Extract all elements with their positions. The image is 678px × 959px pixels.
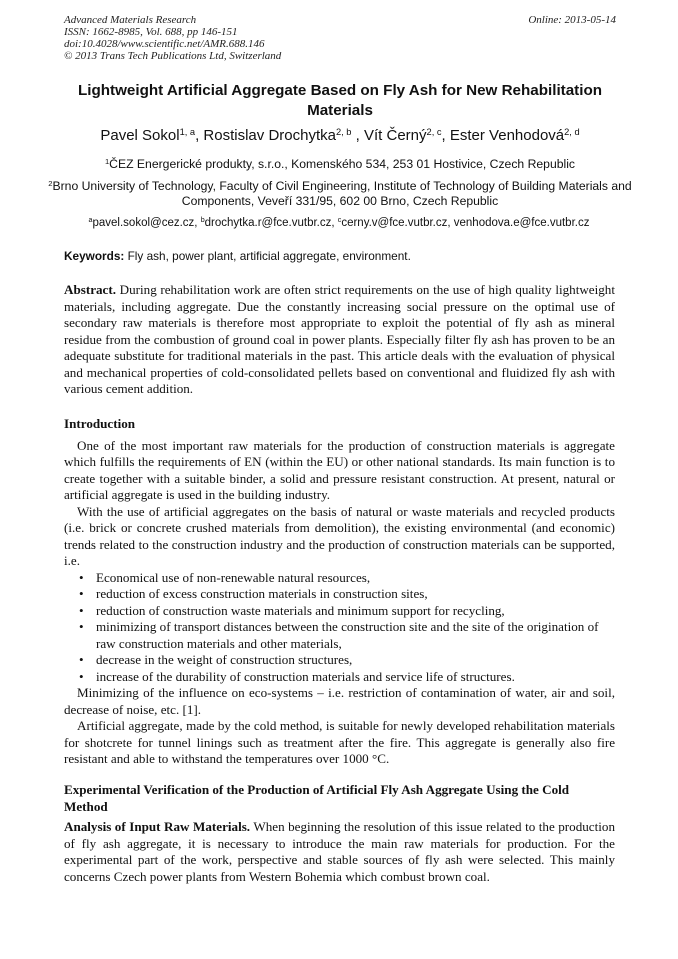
paragraph: With the use of artificial aggregates on the basis of natural or waste materials and recycled products (i.e. brick or concrete crushed materials from demolition), the existing environmental (and economic) trends related to the construction industry and the production of construction materials can be supported, i.e.: [64, 503, 615, 568]
experimental-section: [64, 782, 615, 885]
affiliation-1: [40, 157, 640, 172]
author-name: Ester Venhodová: [449, 127, 565, 144]
introduction-section: [64, 416, 615, 768]
list-item-text: decrease in the weight of construction structures,: [96, 652, 353, 667]
list-item: [77, 603, 615, 620]
bullet-glyph: •: [79, 602, 84, 618]
email-link[interactable]: cerny.v@fce.vutbr.cz, venhodova.e@fce.vutbr.cz: [341, 217, 590, 229]
keywords: [64, 249, 616, 263]
online-date: Online: 2013-05-14: [528, 14, 616, 26]
list-item: [77, 652, 615, 669]
email-list: [30, 216, 648, 230]
author-name: Pavel Sokol: [100, 127, 180, 144]
affiliation-sup: 2: [48, 178, 53, 188]
email-link[interactable]: pavel.sokol@cez.cz,: [92, 217, 201, 229]
email-sup: b: [200, 216, 205, 225]
bullet-glyph: •: [79, 619, 84, 634]
keywords-text: Fly ash, power plant, artificial aggregate, environment.: [124, 249, 411, 263]
author-sup: 1, a: [179, 126, 196, 137]
paragraph: One of the most important raw materials for the production of construction materials is aggregate which fulfills the requirements of EN (within the EU) or other national standards. Its main function is to create together with a suitable binder, a solid and pressure resistant construction. At present, natural or artificial aggregate is used in the building industry.: [64, 437, 615, 502]
abstract-text: During rehabilitation work are often strict requirements on the use of high quality lightweight materials, including aggregate. Due the constantly increasing social pressure on the optimal use of secondary raw materials is therefore most appropriate to exploit the potential of fly ash as mineral residue from the combustion of ground coal in power plants. Especially filter fly ash has proven to be an adequate substitute for traditional materials in the past. This article deals with the evaluation of physical and mechanical properties of cold-consolidated pellets based on conventional and fluidized fly ash with various cement addition.: [64, 282, 615, 396]
abstract: [64, 282, 615, 398]
section-heading: Experimental Verification of the Production of Artificial Fly Ash Aggregate Using the Cold Method: [64, 782, 570, 814]
affiliation-2: [40, 179, 640, 209]
issn-line: ISSN: 1662-8985, Vol. 688, pp 146-151: [64, 26, 238, 38]
paragraph: Minimizing of the influence on eco-systems – i.e. restriction of contamination of water, air and soil, decrease of noise, etc. [1].: [64, 685, 615, 717]
author-sup: 2, c: [426, 126, 442, 137]
doi-line[interactable]: doi:10.4028/www.scientific.net/AMR.688.146: [64, 38, 265, 50]
list-item: [77, 586, 615, 603]
journal-header: [64, 14, 616, 62]
affiliation-sup: 1: [104, 156, 110, 166]
author-sup: 2, d: [564, 126, 580, 137]
bullet-glyph: •: [79, 569, 84, 585]
subsection-label: Analysis of Input Raw Materials.: [64, 819, 251, 834]
author-name: Rostislav Drochytka: [203, 127, 336, 144]
email-sup: a: [88, 216, 93, 225]
bullet-glyph: •: [79, 668, 84, 684]
section-heading: Introduction: [64, 416, 136, 431]
author-list: Pavel Sokol$^{1, a}$, Rostislav Drochytka$^{2, b}$ , Vít Černý$^{2, c}$, Ester Venhodová$^{2, d}$: [100, 126, 580, 144]
affiliation-text: ČEZ Energerické produkty, s.r.o., Komenského 534, 253 01 Hostivice, Czech Republic: [109, 157, 576, 171]
list-item: [77, 619, 615, 652]
list-item-text: minimizing of transport distances between the construction site and the site of the origination of raw construction materials and other materials,: [96, 619, 599, 651]
abstract-label: Abstract.: [64, 282, 116, 297]
email-sup: c: [337, 216, 342, 225]
bullet-glyph: •: [79, 652, 84, 667]
affiliation-text: Brno University of Technology, Faculty of Civil Engineering, Institute of Technology of Building Materials and Components, Veveří 331/95, 602 00 Brno, Czech Republic: [52, 179, 632, 208]
list-item-text: reduction of construction waste materials and minimum support for recycling,: [96, 602, 505, 618]
list-item-text: Economical use of non-renewable natural resources,: [96, 569, 371, 585]
author-name: Vít Černý: [364, 127, 427, 144]
list-item-text: increase of the durability of construction materials and service life of structures.: [96, 668, 515, 684]
paper-title: Lightweight Artificial Aggregate Based on Fly Ash for New Rehabilitation Materials: [77, 82, 602, 119]
list-item-text: reduction of excess construction materials in construction sites,: [96, 586, 428, 601]
keywords-label: Keywords:: [64, 249, 125, 263]
paragraph: Artificial aggregate, made by the cold method, is suitable for newly developed rehabilitation materials for shotcrete for tunnel linings such as treatment after the fire. This aggregate is generally also fire resistant and able to withstand the temperatures over 1000 °C.: [64, 718, 615, 766]
author-sup: 2, b: [335, 126, 352, 137]
subsection-text: When beginning the resolution of this issue related to the production of fly ash aggregate, it is necessary to introduce the main raw materials for production. For the experimental part of the work, perspective and stable sources of fly ash were selected. This mainly concerns Czech power plants from Western Bohemia which combust brown coal.: [64, 819, 615, 884]
list-item: [77, 669, 615, 686]
list-item: [77, 570, 615, 587]
journal-name: Advanced Materials Research: [64, 14, 197, 26]
copyright-line: © 2013 Trans Tech Publications Ltd, Switzerland: [64, 50, 282, 62]
bullet-list: [64, 570, 615, 686]
email-link[interactable]: drochytka.r@fce.vutbr.cz,: [204, 217, 338, 229]
bullet-glyph: •: [79, 586, 84, 601]
